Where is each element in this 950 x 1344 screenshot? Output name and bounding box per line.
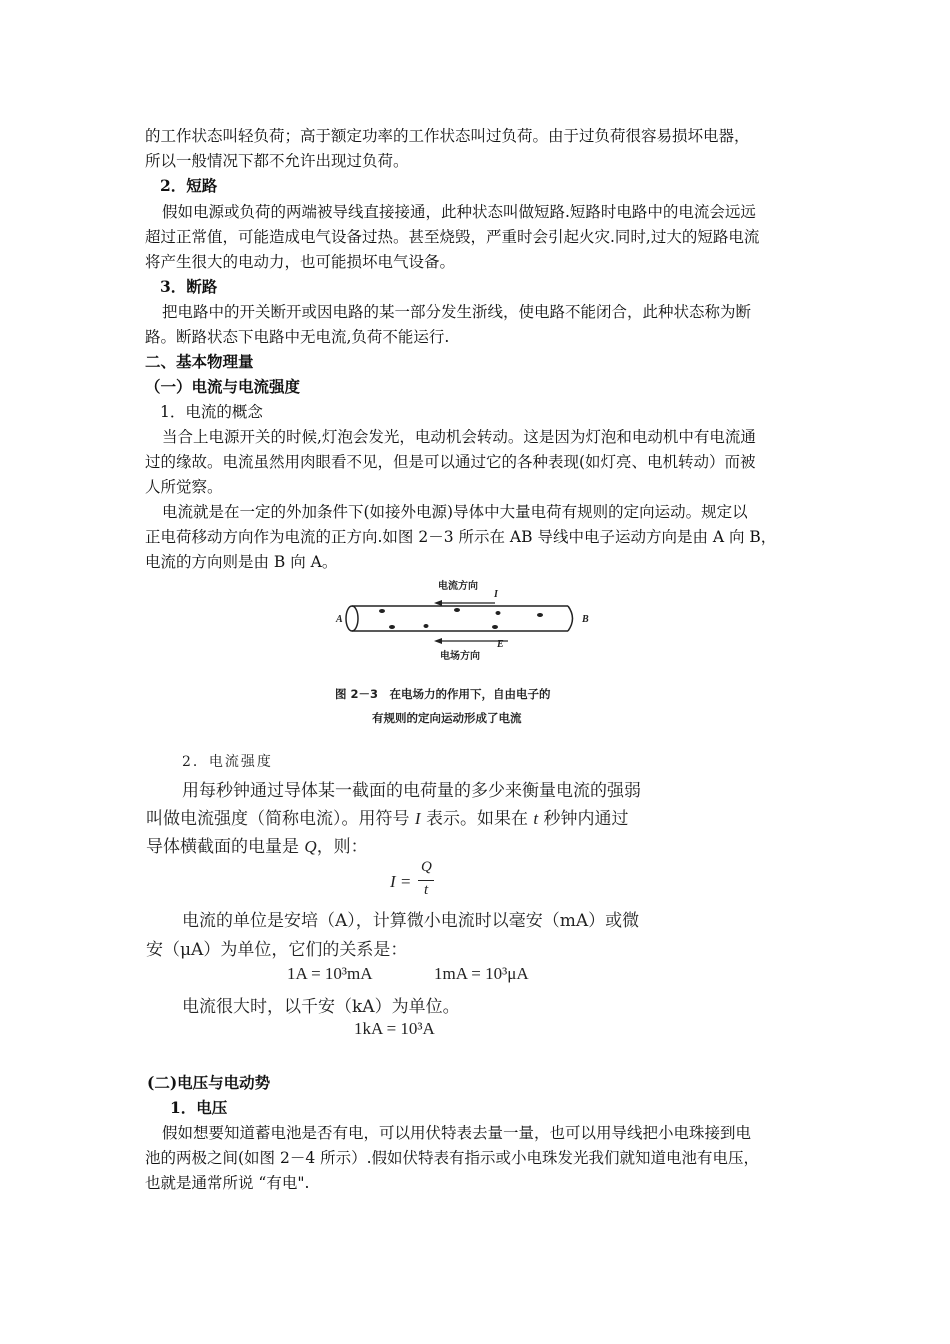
paragraph-line: 池的两极之间(如图 2－4 所示）.假如伏特表有指示或小电珠发光我们就知道电池有电压，	[145, 1149, 760, 1167]
heading-current-concept: 1．电流的概念	[160, 403, 263, 421]
paragraph-line: 假如电源或负荷的两端被导线直接接通，此种状态叫做短路.短路时电路中的电流会远远	[162, 203, 756, 221]
symbol-q: Q	[304, 837, 317, 856]
symbol-i: I	[414, 809, 421, 828]
heading-voltage-emf: (二)电压与电动势	[147, 1073, 271, 1092]
paragraph-line: 超过正常值，可能造成电气设备过热。甚至烧毁，严重时会引起火灾.同时,过大的短路电流	[145, 228, 760, 246]
formula-denominator: t	[424, 882, 429, 898]
paragraph-line: 将产生很大的电动力，也可能损坏电气设备。	[145, 253, 456, 271]
relation-ka-a: 1kA = 10³A	[354, 1019, 435, 1038]
paragraph-line: 当合上电源开关的时候,灯泡会发光，电动机会转动。这是因为灯泡和电动机中有电流通	[162, 428, 756, 446]
symbol-t: t	[533, 809, 539, 828]
figure-label-b: B	[582, 614, 589, 625]
paragraph-line: 把电路中的开关断开或因电路的某一部分发生浙线，使电路不能闭合，此种状态称为断	[162, 303, 752, 321]
relation-a-ma: 1A = 10³mA	[287, 964, 373, 983]
paragraph-line: 也就是通常所说 “有电".	[145, 1174, 310, 1192]
formula-lhs: I =	[390, 872, 412, 891]
conductor-figure	[330, 575, 610, 670]
scan-line: 用每秒钟通过导体某一截面的电荷量的多少来衡量电流的强弱	[182, 781, 641, 801]
scan-line: 安（μA）为单位，它们的关系是：	[146, 940, 408, 960]
paragraph-line: 的工作状态叫轻负荷；高于额定功率的工作状态叫过负荷。由于过负荷很容易损坏电器，	[145, 127, 750, 145]
paragraph-line: 正电荷移动方向作为电流的正方向.如图 2－3 所示在 AB 导线中电子运动方向是由 A 向 B，	[145, 528, 777, 546]
paragraph-line: 过的缘故。电流虽然用肉眼看不见，但是可以通过它的各种表现(如灯亮、电机转动）而被	[145, 453, 756, 471]
heading-section-two: 二、基本物理量	[145, 352, 254, 371]
figure-label-i: I	[494, 589, 498, 600]
figure-caption-line2: 有规则的定向运动形成了电流	[372, 711, 522, 725]
paragraph-line: 路。断路状态下电路中无电流,负荷不能运行.	[145, 328, 450, 346]
current-arrowhead	[434, 600, 442, 606]
paragraph-line: 所以一般情况下都不允许出现过负荷。	[145, 152, 409, 170]
heading-open-circuit: 3．断路	[160, 277, 218, 296]
scan-line: 电流很大时，以千安（kA）为单位。	[182, 997, 460, 1017]
heading-short-circuit: 2．短路	[160, 176, 218, 195]
heading-current-intensity: 2．电流强度	[182, 754, 273, 770]
paragraph-line: 电流就是在一定的外加条件下(如接外电源)导体中大量电荷有规则的定向运动。规定以	[162, 503, 748, 521]
relation-ma-ua: 1mA = 10³μA	[434, 964, 529, 983]
figure-caption-line1: 图 2－3 在电场力的作用下，自由电子的	[335, 687, 551, 701]
field-arrowhead	[434, 638, 442, 644]
scan-line: 电流的单位是安培（A），计算微小电流时以毫安（mA）或微	[182, 911, 640, 931]
heading-voltage: 1．电压	[170, 1098, 228, 1117]
formula-numerator: Q	[421, 859, 432, 875]
fraction-bar	[418, 880, 434, 881]
figure-label-current-direction: 电流方向	[438, 581, 478, 592]
scan-line: 导体横截面的电量是 Q，则：	[146, 837, 368, 857]
heading-current: （一）电流与电流强度	[145, 377, 301, 396]
paragraph-line: 假如想要知道蓄电池是否有电，可以用伏特表去量一量，也可以用导线把小电珠接到电	[162, 1124, 752, 1142]
electron-dots	[379, 608, 543, 629]
conductor-tube	[352, 606, 568, 631]
paragraph-line: 人所觉察。	[145, 478, 223, 496]
figure-label-a: A	[336, 614, 343, 625]
conductor-end-a	[346, 606, 358, 631]
paragraph-line: 电流的方向则是由 B 向 A。	[145, 553, 338, 571]
figure-label-e: E	[497, 639, 504, 650]
figure-label-field-direction: 电场方向	[440, 651, 480, 662]
conductor-end-b	[568, 606, 573, 631]
scan-line: 叫做电流强度（简称电流）。用符号 I 表示。如果在 t 秒钟内通过	[146, 809, 629, 829]
